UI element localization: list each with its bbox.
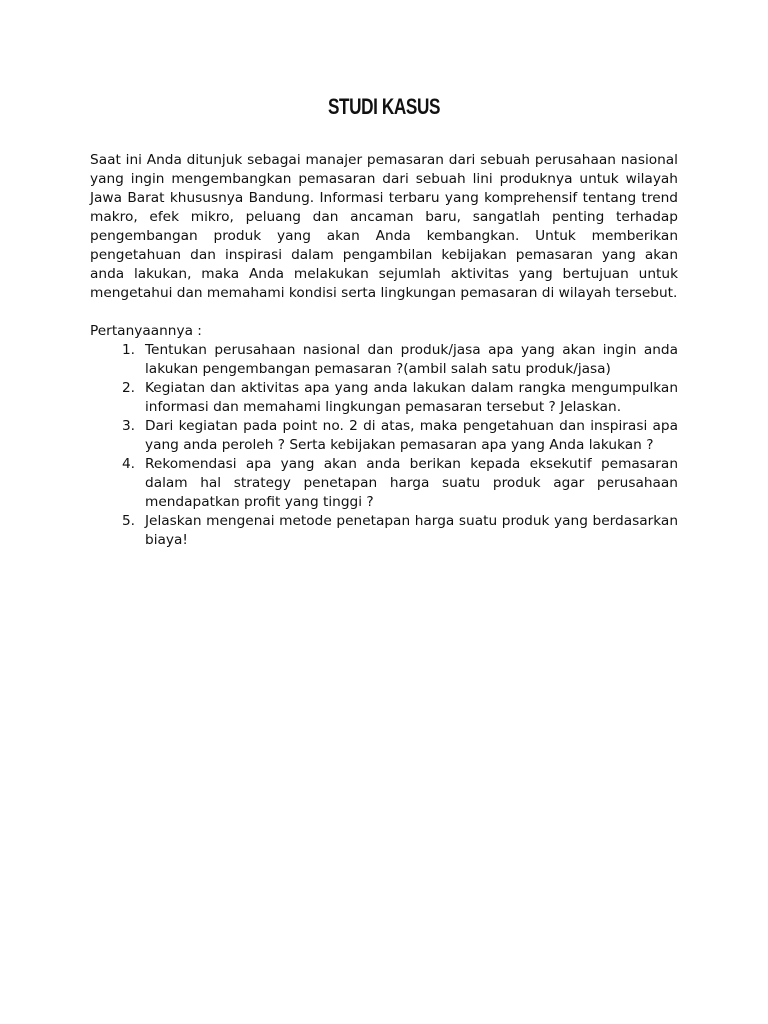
question-item bbox=[90, 512, 678, 550]
question-list bbox=[90, 341, 678, 550]
question-text: Dari kegiatan pada point no. 2 di atas, maka pengetahuan dan inspirasi apa yang anda peroleh ? Serta kebijakan pemasaran apa yang Anda lakukan ? bbox=[145, 418, 678, 453]
question-item bbox=[90, 379, 678, 417]
question-text: Tentukan perusahaan nasional dan produk/jasa apa yang akan ingin anda lakukan pengembangan pemasaran ?(ambil salah satu produk/jasa) bbox=[145, 342, 678, 377]
question-number: 4. bbox=[121, 456, 135, 472]
question-item bbox=[90, 341, 678, 379]
document-body bbox=[90, 151, 678, 550]
case-paragraph: Saat ini Anda ditunjuk sebagai manajer pemasaran dari sebuah perusahaan nasional yang ingin mengembangkan pemasaran dari sebuah lini produknya untuk wilayah Jawa Barat khususnya Bandung. Informasi terbaru yang komprehensif tentang trend makro, efek mikro, peluang dan ancaman baru, sangatlah penting terhadap pengembangan produk yang akan Anda kembangkan. Untuk memberikan pengetahuan dan inspirasi dalam pengambilan kebijakan pemasaran yang akan anda lakukan, maka Anda melakukan sejumlah aktivitas yang bertujuan untuk mengetahui dan memahami kondisi serta lingkungan pemasaran di wilayah tersebut. bbox=[90, 152, 678, 301]
document-title: STUDI KASUS bbox=[327, 94, 441, 119]
questions-label: Pertanyaannya : bbox=[90, 323, 202, 339]
question-text: Kegiatan dan aktivitas apa yang anda lakukan dalam rangka mengumpulkan informasi dan memahami lingkungan pemasaran tersebut ? Jelaskan. bbox=[145, 380, 678, 415]
question-number: 3. bbox=[121, 418, 135, 434]
question-item bbox=[90, 417, 678, 455]
question-text: Rekomendasi apa yang akan anda berikan kepada eksekutif pemasaran dalam hal strategy penetapan harga suatu produk agar perusahaan mendapatkan profit yang tinggi ? bbox=[145, 456, 678, 510]
question-item bbox=[90, 455, 678, 512]
question-number: 1. bbox=[121, 342, 135, 358]
question-number: 2. bbox=[121, 380, 135, 396]
question-number: 5. bbox=[121, 513, 135, 529]
question-text: Jelaskan mengenai metode penetapan harga suatu produk yang berdasarkan biaya! bbox=[145, 513, 678, 548]
